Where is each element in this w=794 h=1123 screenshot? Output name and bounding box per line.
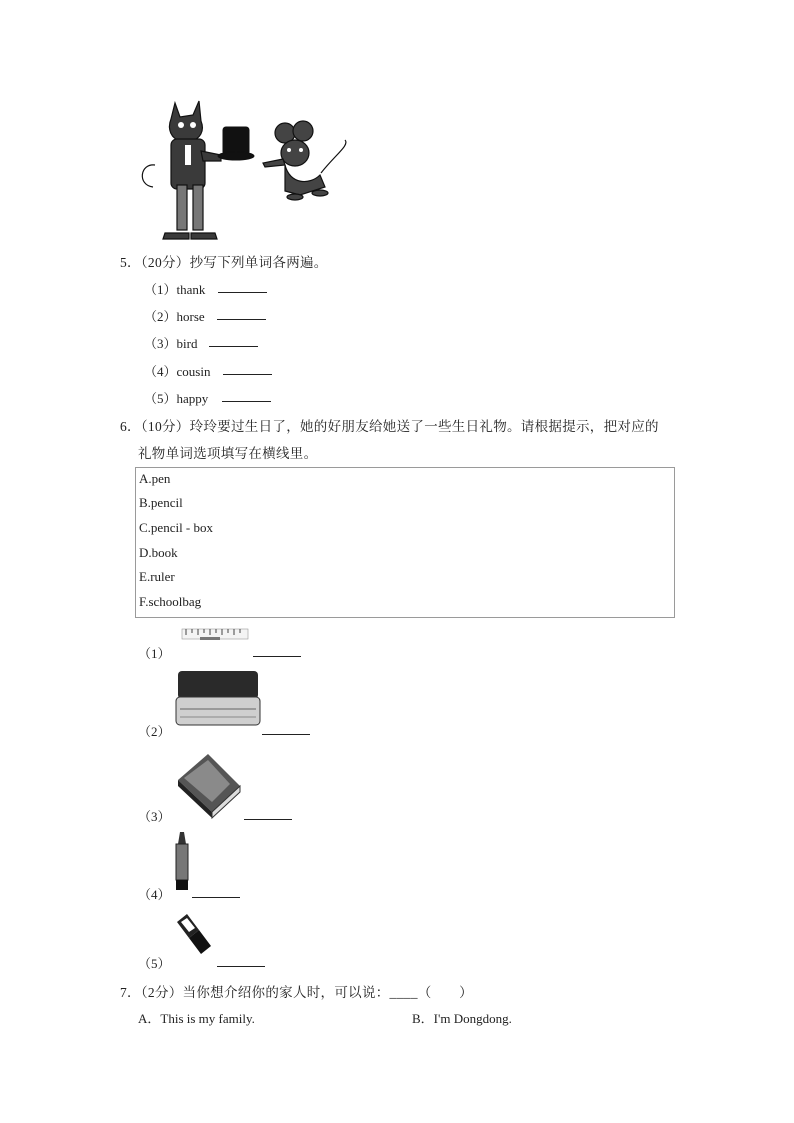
q6-option-e: E.ruler bbox=[139, 569, 175, 584]
q6-answer-line-3[interactable] bbox=[244, 807, 292, 820]
q6-option-d: D.book bbox=[139, 545, 178, 560]
q5-item-3-word: bird bbox=[176, 336, 198, 351]
pencil-icon bbox=[173, 832, 191, 894]
q7-title: 7．（2分）当你想介绍你的家人时，可以说：____（ ） bbox=[120, 985, 473, 1000]
q5-item-4-num: （4） bbox=[144, 364, 177, 379]
q6-item-4-num: （4） bbox=[138, 887, 171, 902]
q5-answer-line-1[interactable] bbox=[218, 280, 267, 293]
q5-item-5-word: happy bbox=[176, 391, 209, 406]
q6-title-line-2: 礼物单词选项填写在横线里。 bbox=[138, 446, 318, 461]
q6-option-b: B.pencil bbox=[139, 495, 183, 510]
q5-item-3-num: （3） bbox=[144, 336, 177, 351]
q5-item-1 bbox=[144, 279, 205, 298]
ruler-icon bbox=[180, 623, 252, 647]
eraser-icon bbox=[175, 912, 215, 956]
q5-answer-line-2[interactable] bbox=[217, 307, 266, 320]
q5-answer-line-4[interactable] bbox=[223, 362, 272, 375]
pencil-box-icon bbox=[174, 669, 262, 731]
q6-item-5-num: （5） bbox=[138, 956, 171, 971]
q5-item-2-num: （2） bbox=[144, 309, 177, 324]
q6-answer-line-5[interactable] bbox=[217, 954, 265, 967]
q5-item-2 bbox=[144, 306, 205, 325]
q5-item-1-word: thank bbox=[176, 282, 206, 297]
q5-item-1-num: （1） bbox=[144, 282, 177, 297]
q5-item-2-word: horse bbox=[176, 309, 205, 324]
q5-item-5-num: （5） bbox=[144, 391, 177, 406]
q5-item-4 bbox=[144, 361, 210, 380]
q6-item-1-num: （1） bbox=[138, 646, 171, 661]
mouse-figure bbox=[263, 121, 346, 200]
top-hat bbox=[218, 127, 254, 160]
cat-figure bbox=[142, 101, 221, 239]
q5-answer-line-5[interactable] bbox=[222, 389, 271, 402]
q7-option-b[interactable]: B．I'm Dongdong. bbox=[412, 1011, 512, 1026]
q5-item-4-word: cousin bbox=[176, 364, 211, 379]
q5-answer-line-3[interactable] bbox=[209, 334, 258, 347]
q5-item-5 bbox=[144, 388, 208, 407]
cat-and-mouse-illustration bbox=[135, 95, 360, 240]
q6-answer-line-1[interactable] bbox=[253, 644, 301, 657]
q7-option-a[interactable]: A．This is my family. bbox=[138, 1011, 255, 1026]
q5-item-3 bbox=[144, 333, 197, 352]
q6-answer-line-4[interactable] bbox=[192, 885, 240, 898]
q6-option-f: F.schoolbag bbox=[139, 594, 202, 609]
q6-answer-line-2[interactable] bbox=[262, 722, 310, 735]
book-icon bbox=[174, 750, 244, 818]
q6-item-2-num: （2） bbox=[138, 724, 171, 739]
q6-title-line-1: 6．（10分）玲玲要过生日了，她的好朋友给她送了一些生日礼物。请根据提示，把对应的 bbox=[120, 419, 659, 434]
q6-item-3-num: （3） bbox=[138, 809, 171, 824]
q6-option-a: A.pen bbox=[139, 471, 171, 486]
q5-title: 5．（20分）抄写下列单词各两遍。 bbox=[120, 255, 328, 270]
q6-option-c: C.pencil - box bbox=[139, 520, 214, 535]
q6-options-box bbox=[135, 467, 675, 618]
